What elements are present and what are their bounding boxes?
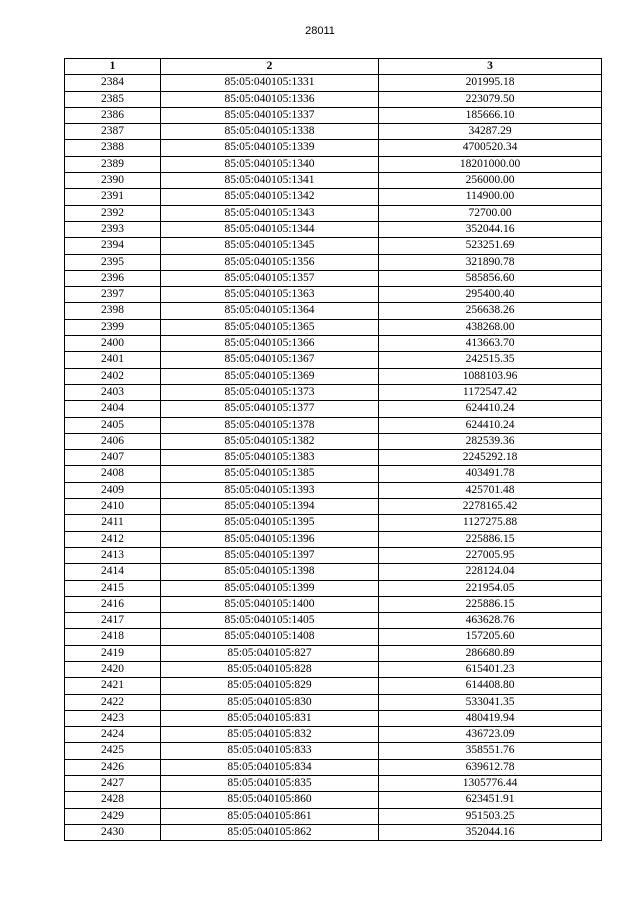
table-cell-col-3: 639612.78 <box>379 759 602 775</box>
table-cell-col-3: 436723.09 <box>379 727 602 743</box>
table-row <box>65 91 602 107</box>
table-cell-col-1: 2423 <box>65 710 161 726</box>
table-row <box>65 694 602 710</box>
table-cell-col-2: 85:05:040105:1357 <box>161 270 379 286</box>
table-cell-col-3: 225886.15 <box>379 596 602 612</box>
table-cell-col-3: 227005.95 <box>379 547 602 563</box>
table-row <box>65 466 602 482</box>
table-cell-col-2: 85:05:040105:1366 <box>161 336 379 352</box>
table-cell-col-1: 2427 <box>65 776 161 792</box>
table-cell-col-2: 85:05:040105:1331 <box>161 75 379 91</box>
table-cell-col-3: 585856.60 <box>379 270 602 286</box>
table-row <box>65 140 602 156</box>
table-cell-col-2: 85:05:040105:1395 <box>161 515 379 531</box>
table-row <box>65 221 602 237</box>
table-cell-col-3: 1127275.88 <box>379 515 602 531</box>
table-cell-col-2: 85:05:040105:1385 <box>161 466 379 482</box>
table-cell-col-2: 85:05:040105:1342 <box>161 189 379 205</box>
table-cell-col-2: 85:05:040105:827 <box>161 645 379 661</box>
table-cell-col-1: 2428 <box>65 792 161 808</box>
table-row <box>65 107 602 123</box>
table-row <box>65 499 602 515</box>
table-row <box>65 75 602 91</box>
table-cell-col-2: 85:05:040105:1345 <box>161 238 379 254</box>
table-row <box>65 401 602 417</box>
table-cell-col-2: 85:05:040105:862 <box>161 824 379 840</box>
table-cell-col-3: 2245292.18 <box>379 450 602 466</box>
table-cell-col-2: 85:05:040105:829 <box>161 678 379 694</box>
table-row <box>65 336 602 352</box>
table-row <box>65 173 602 189</box>
table-cell-col-1: 2424 <box>65 727 161 743</box>
table-cell-col-3: 403491.78 <box>379 466 602 482</box>
table-row <box>65 515 602 531</box>
table-cell-col-2: 85:05:040105:832 <box>161 727 379 743</box>
table-cell-col-2: 85:05:040105:835 <box>161 776 379 792</box>
table-cell-col-1: 2400 <box>65 336 161 352</box>
table-row <box>65 254 602 270</box>
table-row <box>65 384 602 400</box>
column-header-3: 3 <box>379 59 602 75</box>
table-cell-col-1: 2404 <box>65 401 161 417</box>
table-row <box>65 596 602 612</box>
table-row <box>65 124 602 140</box>
table-cell-col-1: 2430 <box>65 824 161 840</box>
table-cell-col-1: 2429 <box>65 808 161 824</box>
table-cell-col-3: 624410.24 <box>379 401 602 417</box>
table-cell-col-2: 85:05:040105:1399 <box>161 580 379 596</box>
table-cell-col-1: 2426 <box>65 759 161 775</box>
table-cell-col-3: 352044.16 <box>379 221 602 237</box>
table-cell-col-2: 85:05:040105:830 <box>161 694 379 710</box>
table-cell-col-2: 85:05:040105:1340 <box>161 156 379 172</box>
table-cell-col-1: 2409 <box>65 482 161 498</box>
table-cell-col-1: 2414 <box>65 564 161 580</box>
table-cell-col-3: 256000.00 <box>379 173 602 189</box>
table-cell-col-3: 951503.25 <box>379 808 602 824</box>
table-cell-col-3: 413663.70 <box>379 336 602 352</box>
table-row <box>65 238 602 254</box>
table-cell-col-2: 85:05:040105:1341 <box>161 173 379 189</box>
table-cell-col-2: 85:05:040105:1356 <box>161 254 379 270</box>
table-cell-col-1: 2425 <box>65 743 161 759</box>
table-cell-col-3: 221954.05 <box>379 580 602 596</box>
table-cell-col-1: 2421 <box>65 678 161 694</box>
table-row <box>65 270 602 286</box>
table-cell-col-2: 85:05:040105:1396 <box>161 531 379 547</box>
table-cell-col-1: 2388 <box>65 140 161 156</box>
column-header-1: 1 <box>65 59 161 75</box>
table-row <box>65 189 602 205</box>
table-row <box>65 776 602 792</box>
table-cell-col-1: 2389 <box>65 156 161 172</box>
table-cell-col-1: 2406 <box>65 433 161 449</box>
table-cell-col-3: 201995.18 <box>379 75 602 91</box>
table-row <box>65 564 602 580</box>
table-cell-col-1: 2420 <box>65 661 161 677</box>
page-number: 28011 <box>305 25 335 37</box>
table-cell-col-2: 85:05:040105:1408 <box>161 629 379 645</box>
table-cell-col-1: 2401 <box>65 352 161 368</box>
table-cell-col-2: 85:05:040105:1397 <box>161 547 379 563</box>
table-header <box>65 59 602 75</box>
table-cell-col-2: 85:05:040105:1378 <box>161 417 379 433</box>
table-cell-col-1: 2392 <box>65 205 161 221</box>
table-cell-col-1: 2395 <box>65 254 161 270</box>
table-cell-col-2: 85:05:040105:1382 <box>161 433 379 449</box>
table-cell-col-2: 85:05:040105:833 <box>161 743 379 759</box>
table-cell-col-3: 185666.10 <box>379 107 602 123</box>
table-row <box>65 824 602 840</box>
table-cell-col-2: 85:05:040105:1369 <box>161 368 379 384</box>
table-row <box>65 531 602 547</box>
table-cell-col-3: 358551.76 <box>379 743 602 759</box>
table-row <box>65 319 602 335</box>
table-cell-col-3: 352044.16 <box>379 824 602 840</box>
table-cell-col-1: 2411 <box>65 515 161 531</box>
table-cell-col-1: 2413 <box>65 547 161 563</box>
table-cell-col-2: 85:05:040105:831 <box>161 710 379 726</box>
table-row <box>65 287 602 303</box>
data-table <box>64 58 602 841</box>
table-row <box>65 629 602 645</box>
table-row <box>65 156 602 172</box>
table-cell-col-3: 228124.04 <box>379 564 602 580</box>
table-row <box>65 743 602 759</box>
table-cell-col-2: 85:05:040105:1338 <box>161 124 379 140</box>
table-cell-col-2: 85:05:040105:1373 <box>161 384 379 400</box>
table-cell-col-3: 34287.29 <box>379 124 602 140</box>
table-row <box>65 352 602 368</box>
table-row <box>65 661 602 677</box>
table-row <box>65 759 602 775</box>
table-cell-col-3: 321890.78 <box>379 254 602 270</box>
table-cell-col-1: 2405 <box>65 417 161 433</box>
table-cell-col-1: 2402 <box>65 368 161 384</box>
table-cell-col-3: 533041.35 <box>379 694 602 710</box>
table-body <box>65 75 602 841</box>
table-cell-col-2: 85:05:040105:1364 <box>161 303 379 319</box>
table-cell-col-1: 2418 <box>65 629 161 645</box>
table-cell-col-2: 85:05:040105:1405 <box>161 613 379 629</box>
table-cell-col-1: 2398 <box>65 303 161 319</box>
table-cell-col-2: 85:05:040105:1400 <box>161 596 379 612</box>
table-cell-col-3: 523251.69 <box>379 238 602 254</box>
table-row <box>65 205 602 221</box>
table-cell-col-1: 2397 <box>65 287 161 303</box>
table-cell-col-1: 2407 <box>65 450 161 466</box>
column-header-2: 2 <box>161 59 379 75</box>
table-cell-col-2: 85:05:040105:1394 <box>161 499 379 515</box>
table-cell-col-1: 2396 <box>65 270 161 286</box>
table-row <box>65 417 602 433</box>
table-cell-col-3: 425701.48 <box>379 482 602 498</box>
table-cell-col-2: 85:05:040105:834 <box>161 759 379 775</box>
table-row <box>65 450 602 466</box>
table-row <box>65 727 602 743</box>
table-cell-col-3: 615401.23 <box>379 661 602 677</box>
table-cell-col-1: 2387 <box>65 124 161 140</box>
table-row <box>65 792 602 808</box>
header-row <box>65 59 602 75</box>
table-row <box>65 303 602 319</box>
table-cell-col-3: 4700520.34 <box>379 140 602 156</box>
table-cell-col-1: 2415 <box>65 580 161 596</box>
table-cell-col-3: 72700.00 <box>379 205 602 221</box>
table-row <box>65 580 602 596</box>
table-cell-col-2: 85:05:040105:1398 <box>161 564 379 580</box>
table-cell-col-1: 2403 <box>65 384 161 400</box>
table-cell-col-3: 282539.36 <box>379 433 602 449</box>
table-row <box>65 482 602 498</box>
table-cell-col-1: 2412 <box>65 531 161 547</box>
table-cell-col-3: 242515.35 <box>379 352 602 368</box>
table-cell-col-2: 85:05:040105:1383 <box>161 450 379 466</box>
table-cell-col-2: 85:05:040105:1377 <box>161 401 379 417</box>
table-cell-col-3: 114900.00 <box>379 189 602 205</box>
table-row <box>65 710 602 726</box>
table-cell-col-3: 614408.80 <box>379 678 602 694</box>
table-cell-col-2: 85:05:040105:1344 <box>161 221 379 237</box>
table-cell-col-1: 2390 <box>65 173 161 189</box>
table-cell-col-1: 2384 <box>65 75 161 91</box>
table-row <box>65 645 602 661</box>
table-cell-col-3: 623451.91 <box>379 792 602 808</box>
table-cell-col-1: 2410 <box>65 499 161 515</box>
table-cell-col-3: 2278165.42 <box>379 499 602 515</box>
table-cell-col-3: 463628.76 <box>379 613 602 629</box>
table-cell-col-3: 295400.40 <box>379 287 602 303</box>
table-cell-col-2: 85:05:040105:1393 <box>161 482 379 498</box>
table-cell-col-1: 2419 <box>65 645 161 661</box>
table-cell-col-1: 2417 <box>65 613 161 629</box>
table-row <box>65 368 602 384</box>
table-cell-col-3: 157205.60 <box>379 629 602 645</box>
table-cell-col-3: 286680.89 <box>379 645 602 661</box>
table-row <box>65 433 602 449</box>
table-cell-col-2: 85:05:040105:828 <box>161 661 379 677</box>
table-cell-col-1: 2422 <box>65 694 161 710</box>
table-cell-col-2: 85:05:040105:1343 <box>161 205 379 221</box>
table-cell-col-3: 223079.50 <box>379 91 602 107</box>
table-row <box>65 678 602 694</box>
table-cell-col-1: 2393 <box>65 221 161 237</box>
table-cell-col-1: 2416 <box>65 596 161 612</box>
table-cell-col-3: 438268.00 <box>379 319 602 335</box>
table-cell-col-3: 480419.94 <box>379 710 602 726</box>
table-cell-col-2: 85:05:040105:861 <box>161 808 379 824</box>
table-row <box>65 808 602 824</box>
table-cell-col-3: 18201000.00 <box>379 156 602 172</box>
table-cell-col-1: 2385 <box>65 91 161 107</box>
table-cell-col-3: 225886.15 <box>379 531 602 547</box>
table-cell-col-1: 2391 <box>65 189 161 205</box>
table-cell-col-2: 85:05:040105:1367 <box>161 352 379 368</box>
table-cell-col-1: 2386 <box>65 107 161 123</box>
table-cell-col-2: 85:05:040105:1365 <box>161 319 379 335</box>
table-row <box>65 613 602 629</box>
table-cell-col-2: 85:05:040105:1336 <box>161 91 379 107</box>
table-cell-col-2: 85:05:040105:1363 <box>161 287 379 303</box>
table-cell-col-1: 2408 <box>65 466 161 482</box>
table-cell-col-1: 2399 <box>65 319 161 335</box>
table-cell-col-3: 1305776.44 <box>379 776 602 792</box>
table-cell-col-3: 256638.26 <box>379 303 602 319</box>
table-cell-col-3: 624410.24 <box>379 417 602 433</box>
table-cell-col-2: 85:05:040105:1339 <box>161 140 379 156</box>
table-cell-col-3: 1172547.42 <box>379 384 602 400</box>
table-cell-col-1: 2394 <box>65 238 161 254</box>
table-cell-col-2: 85:05:040105:1337 <box>161 107 379 123</box>
table-cell-col-3: 1088103.96 <box>379 368 602 384</box>
table-cell-col-2: 85:05:040105:860 <box>161 792 379 808</box>
table-row <box>65 547 602 563</box>
